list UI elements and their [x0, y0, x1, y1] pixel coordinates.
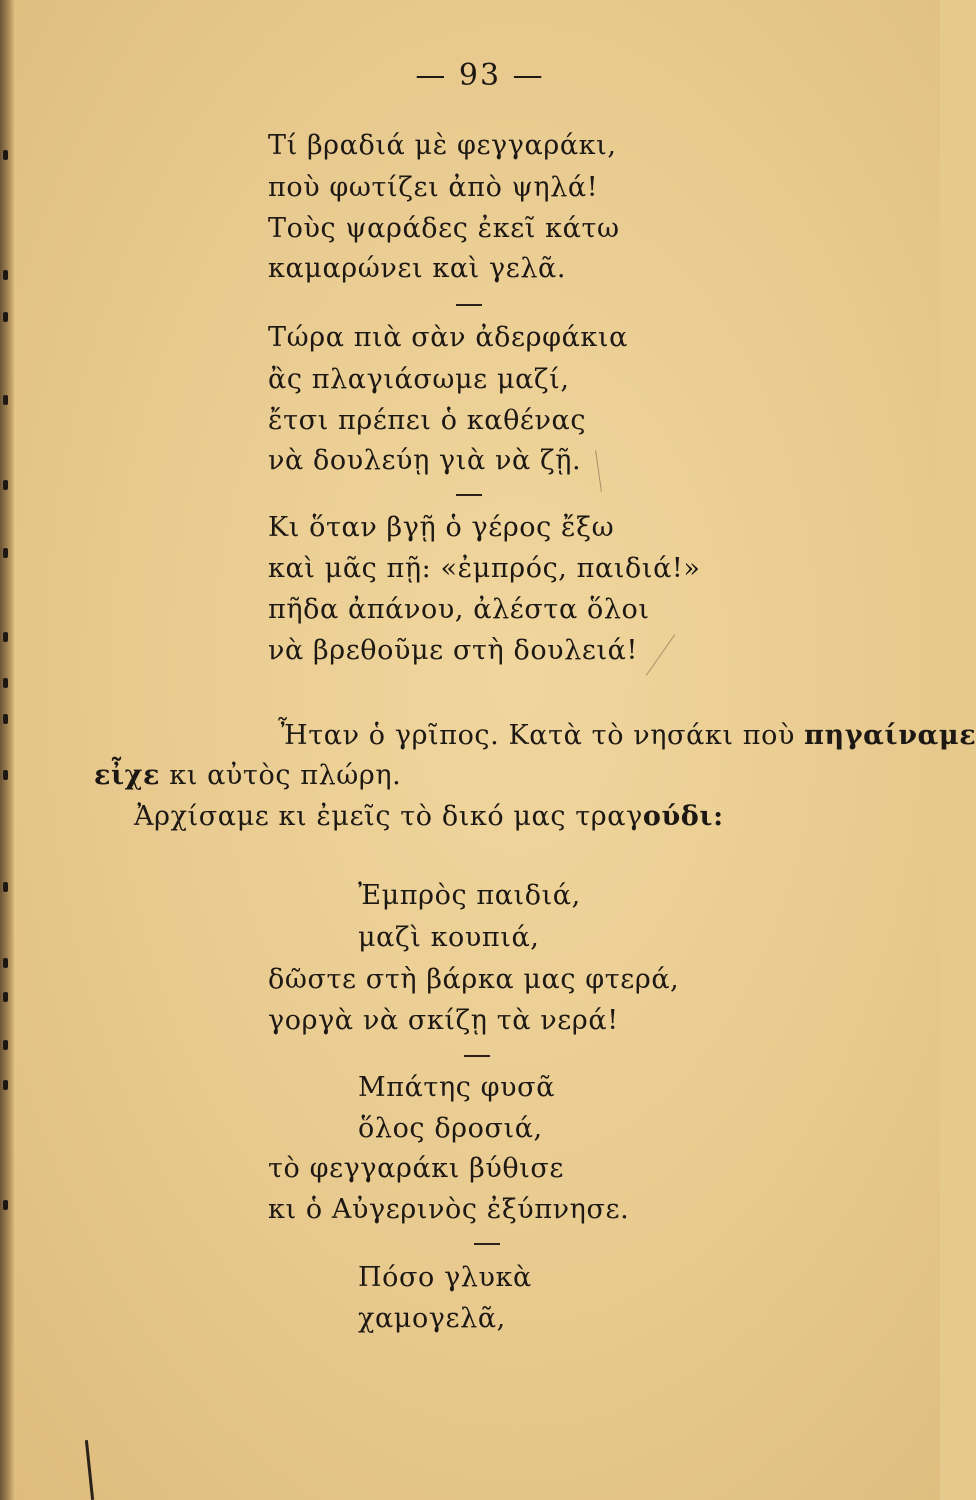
poem-line: ἔτσι πρέπει ὁ καθένας — [268, 405, 587, 436]
book-spine — [0, 0, 14, 1500]
spine-mark — [3, 548, 8, 558]
song-line: γοργὰ νὰ σκίζῃ τὰ νερά! — [268, 1005, 619, 1036]
spine-mark — [3, 395, 8, 405]
poem-line: Τοὺς ψαράδες ἐκεῖ κάτω — [268, 213, 620, 244]
poem-line: πῆδα ἀπάνου, ἀλέστα ὅλοι — [268, 594, 650, 625]
spine-mark — [3, 150, 8, 160]
prose-text: Ἀρχίσαμε κι ἐμεῖς τὸ δικό μας τραγ — [134, 801, 643, 832]
prose-text: κι αὐτὸς πλώρη. — [160, 760, 402, 791]
poem-line: ποὺ φωτίζει ἀπὸ ψηλά! — [268, 172, 599, 203]
spine-mark — [3, 958, 8, 968]
poem-line: Κι ὅταν βγῇ ὁ γέρος ἔξω — [268, 512, 615, 543]
stanza-divider — [456, 304, 482, 306]
prose-text-bold: ούδι: — [642, 801, 724, 832]
song-line: κι ὁ Αὐγερινὸς ἐξύπνησε. — [268, 1194, 630, 1225]
spine-mark — [3, 992, 8, 1002]
stanza-divider — [456, 494, 482, 496]
spine-mark — [3, 1080, 8, 1090]
prose-line — [134, 801, 724, 832]
poem-line: νὰ βρεθοῦμε στὴ δουλειά! — [268, 635, 638, 666]
prose-line — [94, 760, 401, 791]
poem-line: Τώρα πιὰ σὰν ἀδερφάκια — [268, 322, 628, 353]
poem-line: καὶ μᾶς πῇ: «ἐμπρός, παιδιά!» — [268, 553, 701, 584]
song-line: Πόσο γλυκὰ — [358, 1262, 532, 1293]
prose-text: Ἦταν ὁ γρῖπος. Κατὰ τὸ νησάκι ποὺ — [278, 720, 805, 751]
spine-mark — [3, 632, 8, 642]
stanza-divider — [474, 1243, 500, 1245]
spine-mark — [3, 1200, 8, 1210]
spine-mark — [3, 770, 8, 780]
prose-text-bold: εἶχε — [94, 760, 161, 791]
spine-mark — [3, 882, 8, 892]
prose-text-bold: πηγαίναμε — [804, 720, 976, 751]
song-line: χαμογελᾶ, — [358, 1303, 506, 1334]
song-line: δῶστε στὴ βάρκα μας φτερά, — [268, 964, 680, 995]
spine-mark — [3, 678, 8, 688]
stanza-divider — [464, 1055, 490, 1057]
spine-mark — [3, 270, 8, 280]
song-line: μαζὶ κουπιά, — [358, 922, 540, 953]
spine-mark — [3, 480, 8, 490]
poem-line: καμαρώνει καὶ γελᾶ. — [268, 253, 567, 284]
spine-mark — [3, 1040, 8, 1050]
spine-mark — [3, 312, 8, 322]
poem-line: νὰ δουλεύῃ γιὰ νὰ ζῇ. — [268, 445, 582, 476]
page-number: — 93 — — [415, 58, 545, 93]
poem-line: ἂς πλαγιάσωμε μαζί, — [268, 364, 570, 395]
poem-line: Τί βραδιά μὲ φεγγαράκι, — [268, 130, 617, 161]
spine-mark — [3, 714, 8, 724]
prose-line — [278, 720, 976, 751]
song-line: τὸ φεγγαράκι βύθισε — [268, 1153, 565, 1184]
song-line: Μπάτης φυσᾶ — [358, 1072, 556, 1103]
song-line: ὅλος δροσιά, — [358, 1113, 543, 1144]
song-line: Ἐμπρὸς παιδιά, — [358, 880, 581, 911]
